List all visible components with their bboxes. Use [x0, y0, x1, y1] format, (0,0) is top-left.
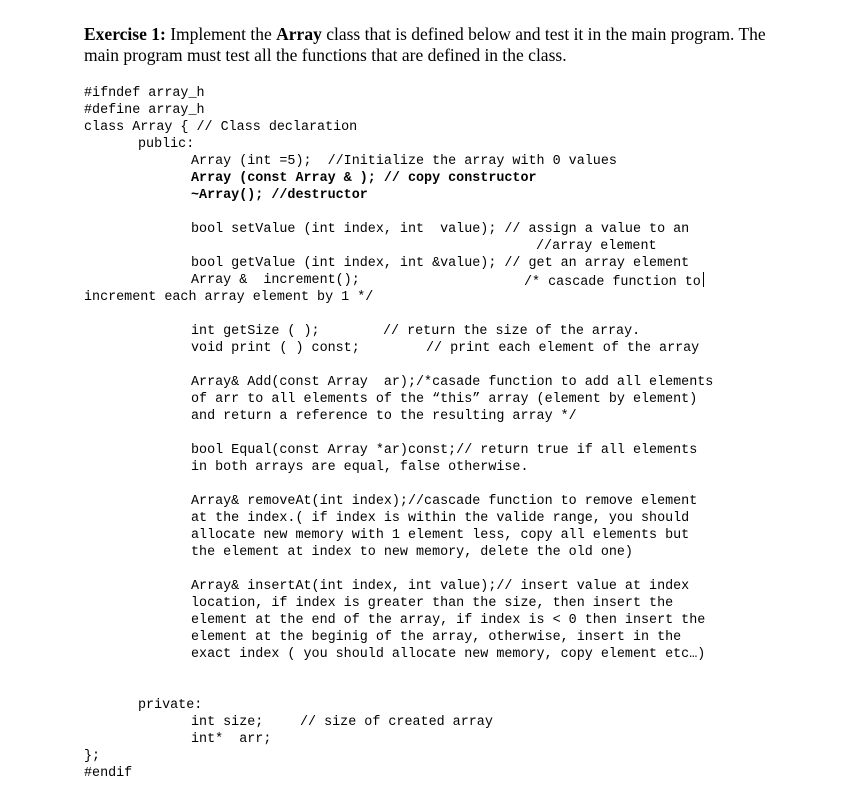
code-line-increment: Array & increment(); [191, 273, 360, 288]
code-line-print-comment: // print each element of the array [426, 341, 700, 356]
heading-text-2: class that is defined below and test it in the main program. The main program must test all the functions that are defined in the class. [84, 24, 766, 65]
code-line-insertat-cont-4: exact index ( you should allocate new memory, copy element etc…) [191, 647, 706, 662]
code-line-copy-constructor: Array (const Array & ); // copy constructor [191, 171, 537, 186]
code-line-endif: #endif [84, 766, 133, 781]
code-line-insertat-cont-1: location, if index is greater than the size, then insert the [191, 596, 674, 611]
code-line-insertat-cont-3: element at the beginig of the array, otherwise, insert in the [191, 630, 682, 645]
code-line-removeat-cont-2: allocate new memory with 1 element less, copy all elements but [191, 528, 690, 543]
code-line-setvalue-comment: //array element [536, 239, 657, 254]
code-line-size-member: int size; [191, 715, 264, 730]
code-line-define: #define array_h [84, 103, 205, 118]
code-line-size-comment: // size of created array [300, 715, 493, 730]
code-line-removeat: Array& removeAt(int index);//cascade function to remove element [191, 494, 698, 509]
code-line-getvalue: bool getValue (int index, int &value); // get an array element [191, 256, 690, 271]
code-line-arr-member: int* arr; [191, 732, 272, 747]
exercise-label: Exercise 1: [84, 24, 166, 44]
code-line-insertat-cont-2: element at the end of the array, if index is < 0 then insert the [191, 613, 706, 628]
code-line-setvalue: bool setValue (int index, int value); // assign a value to an [191, 222, 690, 237]
code-line-public: public: [138, 137, 195, 152]
code-line-class-declaration: class Array { // Class declaration [84, 120, 358, 135]
code-line-equal-cont: in both arrays are equal, false otherwise. [191, 460, 529, 475]
code-line-print: void print ( ) const; [191, 341, 360, 356]
code-line-removeat-cont-3: the element at index to new memory, delete the old one) [191, 545, 633, 560]
code-line-equal: bool Equal(const Array *ar)const;// return true if all elements [191, 443, 698, 458]
code-line-increment-comment [524, 272, 704, 291]
code-line-insertat: Array& insertAt(int index, int value);// insert value at index [191, 579, 690, 594]
code-line-getsize-comment: // return the size of the array. [383, 324, 641, 339]
code-line-removeat-cont-1: at the index.( if index is within the valide range, you should [191, 511, 690, 526]
code-line-destructor: ~Array(); //destructor [191, 188, 368, 203]
code-line-add-cont-1: of arr to all elements of the “this” array (element by element) [191, 392, 698, 407]
code-line-add-cont-2: and return a reference to the resulting array */ [191, 409, 577, 424]
code-line-increment-comment-cont: increment each array element by 1 */ [84, 290, 374, 305]
code-line-getsize: int getSize ( ); [191, 324, 320, 339]
code-line-default-constructor: Array (int =5); //Initialize the array with 0 values [191, 154, 617, 169]
heading-text-1: Implement the [165, 24, 277, 44]
text-cursor [703, 272, 704, 287]
heading-class-name: Array [276, 24, 322, 44]
increment-comment-text: /* cascade function to [524, 275, 701, 290]
code-line-private: private: [138, 698, 203, 713]
code-line-ifndef: #ifndef array_h [84, 86, 205, 101]
code-line-class-close: }; [84, 749, 101, 764]
code-line-add: Array& Add(const Array ar);/*casade function to add all elements [191, 375, 714, 390]
